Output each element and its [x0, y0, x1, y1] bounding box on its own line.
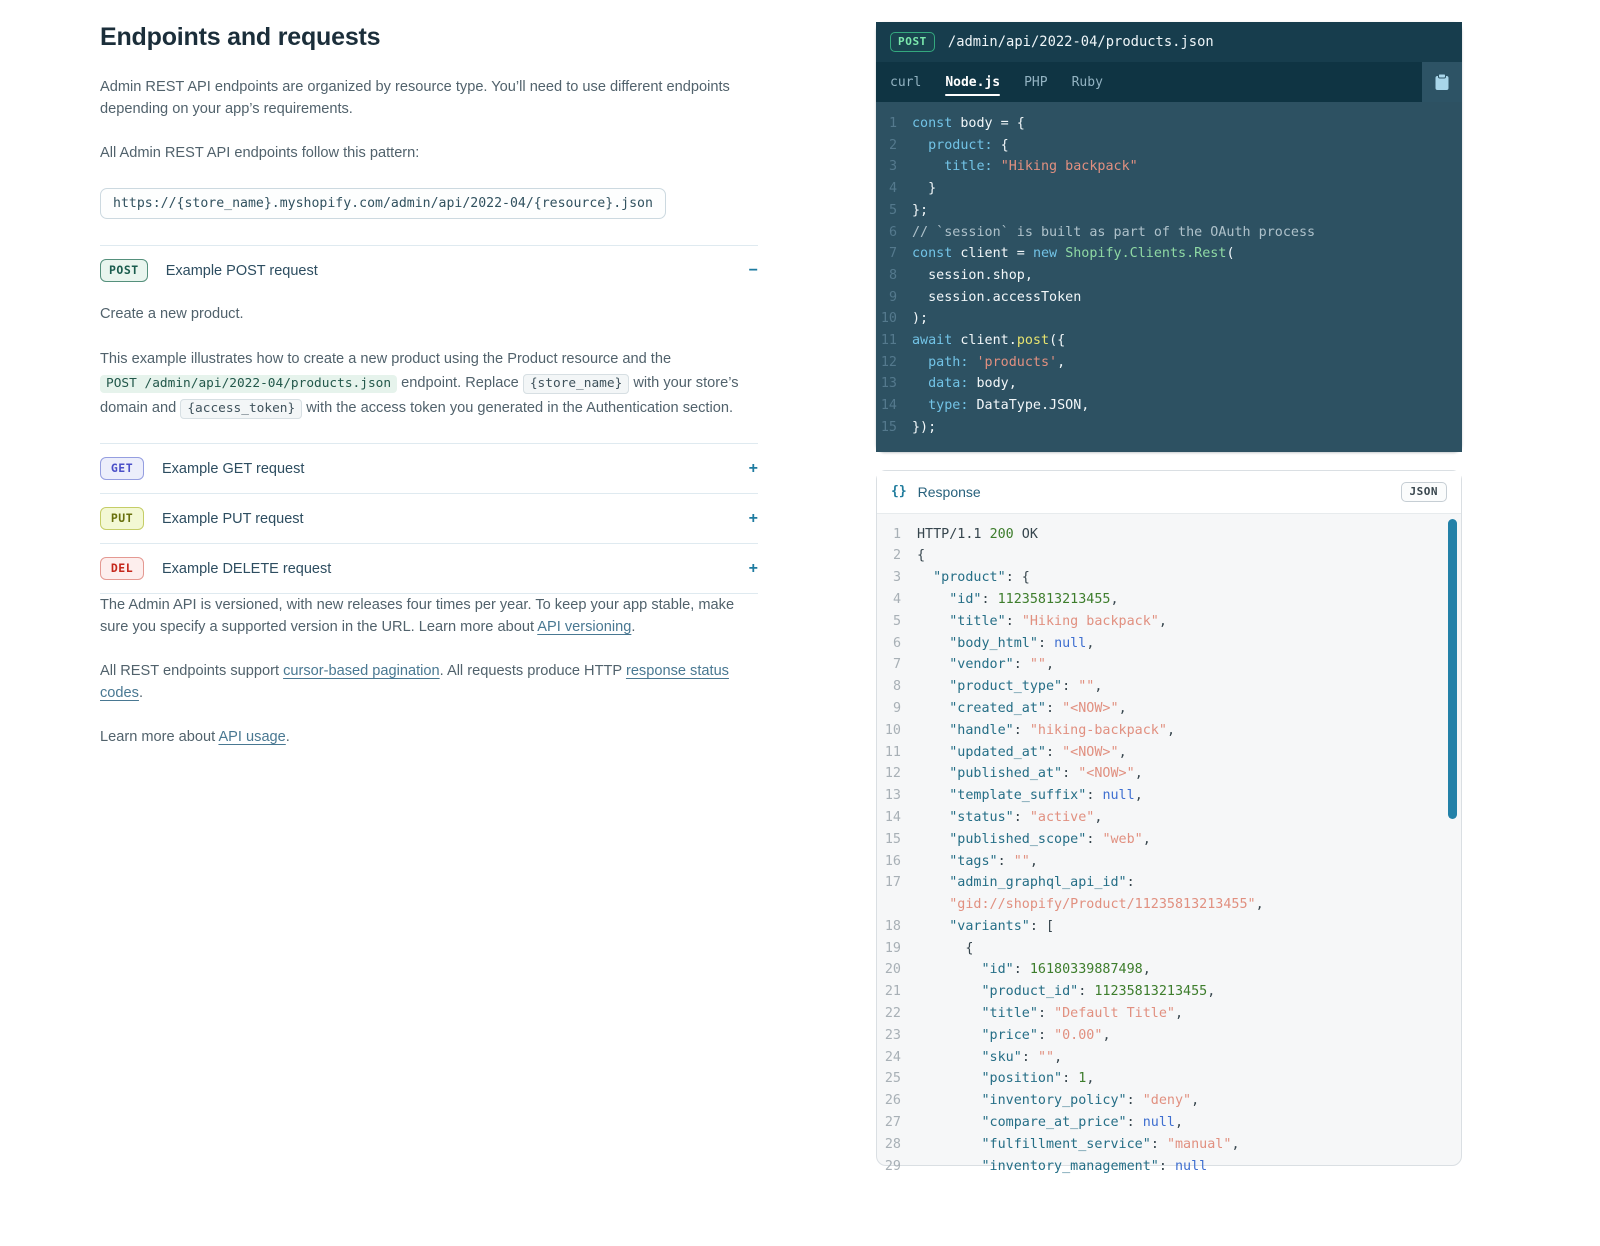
method-badge-delete: DEL	[100, 557, 144, 580]
code-text: "vendor": "",	[949, 657, 1055, 673]
cursor-pagination-link[interactable]: cursor-based pagination	[283, 663, 440, 679]
code-line	[877, 894, 1461, 916]
code-line	[877, 654, 1461, 676]
code-line	[877, 633, 1461, 655]
line-number: 10	[884, 722, 901, 738]
code-line	[876, 287, 1462, 309]
code-examples-column	[876, 22, 1462, 1174]
code-text: "product_type": "",	[949, 679, 1103, 695]
line-number: 19	[884, 940, 901, 956]
code-text: // `session` is built as part of the OAuth process	[912, 224, 1316, 240]
line-number	[877, 894, 917, 916]
post-description	[100, 347, 758, 421]
line-number: 7	[892, 657, 901, 673]
tab-nodejs[interactable]: Node.js	[945, 62, 1000, 102]
line-number: 23	[884, 1027, 901, 1043]
line-number: 16	[884, 853, 901, 869]
braces-icon: {}	[891, 484, 907, 500]
inline-code-store-name-chip: {store_name}	[523, 374, 629, 394]
line-number: 27	[884, 1115, 901, 1131]
request-code-block	[876, 102, 1462, 452]
code-line	[877, 1003, 1461, 1025]
copy-button[interactable]	[1422, 62, 1462, 102]
code-text: data: body,	[928, 376, 1017, 392]
line-number: 10	[880, 311, 897, 327]
code-text: "sku": "",	[981, 1049, 1063, 1065]
code-text: "price": "0.00",	[981, 1027, 1111, 1043]
code-text: "updated_at": "<NOW>",	[949, 744, 1127, 760]
line-number: 14	[880, 398, 897, 414]
expand-icon[interactable]: +	[748, 559, 758, 577]
page-title: Endpoints and requests	[100, 23, 381, 51]
code-text: product: {	[928, 137, 1009, 153]
post-desc-text: endpoint. Replace	[397, 375, 523, 391]
code-text: });	[912, 419, 937, 435]
tab-ruby[interactable]: Ruby	[1071, 74, 1103, 90]
paragraph-text: . All requests produce HTTP	[439, 663, 626, 679]
line-number: 5	[892, 613, 901, 629]
expand-icon[interactable]: +	[748, 459, 758, 477]
collapse-icon[interactable]: −	[748, 261, 758, 279]
line-number: 9	[888, 289, 897, 305]
line-number: 8	[888, 267, 897, 283]
line-number: 1	[892, 526, 901, 542]
code-line	[877, 720, 1461, 742]
article-column	[100, 22, 758, 770]
code-line	[877, 829, 1461, 851]
code-text: "published_at": "<NOW>",	[949, 766, 1143, 782]
post-desc-text: with the access token you generated in the Authentication section.	[302, 400, 733, 416]
line-number: 4	[888, 181, 897, 197]
json-format-badge: JSON	[1401, 482, 1448, 502]
code-text: }	[912, 181, 937, 197]
code-text: {	[917, 940, 974, 956]
code-text: HTTP/1.1 200 OK	[917, 526, 1038, 542]
api-versioning-link[interactable]: API versioning	[537, 619, 632, 635]
language-tabs	[876, 62, 1462, 102]
code-line	[877, 567, 1461, 589]
line-number: 25	[884, 1071, 901, 1087]
code-line	[877, 545, 1461, 567]
line-number: 20	[884, 962, 901, 978]
method-badge-put: PUT	[100, 507, 144, 530]
line-number: 9	[892, 700, 901, 716]
inline-code-access-token-chip: {access_token}	[180, 399, 302, 419]
code-text: path: 'products',	[928, 354, 1066, 370]
code-line	[877, 1025, 1461, 1047]
inline-code-endpoint-chip: POST /admin/api/2022-04/products.json	[100, 375, 397, 393]
response-panel-header	[877, 471, 1461, 514]
line-number: 2	[888, 137, 897, 153]
code-text: "gid://shopify/Product/11235813213455",	[949, 897, 1264, 913]
response-panel	[876, 470, 1462, 1174]
accordion-row-delete[interactable]	[100, 544, 758, 593]
line-number: 3	[888, 159, 897, 175]
response-title: Response	[917, 483, 981, 500]
code-line	[877, 611, 1461, 633]
line-number: 17	[884, 875, 901, 891]
code-line	[877, 524, 1461, 546]
method-badge-get: GET	[100, 457, 144, 480]
endpoint-path: /admin/api/2022-04/products.json	[947, 34, 1214, 50]
code-line	[876, 265, 1462, 287]
line-number: 3	[892, 570, 901, 586]
endpoint-pattern: https://{store_name}.myshopify.com/admin/api/2022-04/{resource}.json	[100, 188, 666, 219]
code-text: "created_at": "<NOW>",	[949, 700, 1127, 716]
code-text: "fulfillment_service": "manual",	[981, 1136, 1240, 1152]
code-text: type: DataType.JSON,	[928, 398, 1090, 414]
code-line	[877, 785, 1461, 807]
api-usage-paragraph	[100, 726, 758, 748]
paragraph-text: Learn more about	[100, 729, 219, 745]
code-line	[876, 373, 1462, 395]
code-text: "product": {	[933, 570, 1030, 586]
code-line	[877, 807, 1461, 829]
code-line	[877, 742, 1461, 764]
response-scrollbar[interactable]	[1448, 519, 1457, 819]
code-text: "tags": "",	[949, 853, 1038, 869]
code-line	[876, 417, 1462, 439]
code-text: "admin_graphql_api_id":	[949, 875, 1135, 891]
code-text: };	[912, 202, 929, 218]
code-text: "title": "Hiking backpack",	[949, 613, 1167, 629]
line-number: 2	[892, 548, 901, 564]
code-text: "position": 1,	[981, 1071, 1095, 1087]
code-text: "published_scope": "web",	[949, 831, 1151, 847]
accordion-row-post[interactable]	[100, 246, 758, 295]
post-lead: Create a new product.	[100, 306, 244, 322]
line-number: 15	[880, 419, 897, 435]
clipboard-icon	[1434, 73, 1450, 91]
line-number: 5	[888, 202, 897, 218]
method-badge-post: POST	[100, 259, 148, 282]
code-text: {	[917, 548, 926, 564]
post-desc-text: This example illustrates how to create a new product using the Product resource and the	[100, 351, 672, 367]
line-number: 6	[892, 635, 901, 651]
code-line	[876, 178, 1462, 200]
code-text: "body_html": null,	[949, 635, 1095, 651]
post-section-body	[100, 295, 758, 421]
line-number: 12	[880, 354, 897, 370]
versioning-paragraph	[100, 594, 758, 638]
code-line	[876, 243, 1462, 265]
code-text: "template_suffix": null,	[949, 788, 1143, 804]
line-number: 26	[884, 1093, 901, 1109]
line-number: 4	[892, 591, 901, 607]
code-line	[877, 1090, 1461, 1112]
paragraph-text: All REST endpoints support	[100, 663, 284, 679]
code-text: "variants": [	[949, 918, 1055, 934]
code-line	[877, 959, 1461, 981]
accordion-title-put: Example PUT request	[162, 510, 304, 527]
accordion-row-put[interactable]	[100, 494, 758, 543]
code-line	[876, 113, 1462, 135]
code-text: "compare_at_price": null,	[981, 1115, 1184, 1131]
request-panel-header	[876, 22, 1462, 62]
line-number: 8	[892, 679, 901, 695]
code-line	[876, 308, 1462, 330]
line-number: 7	[888, 246, 897, 262]
code-line	[877, 1068, 1461, 1090]
post-desc-text: with your store’s domain and	[100, 375, 739, 416]
expand-icon[interactable]: +	[748, 509, 758, 527]
line-number: 22	[884, 1006, 901, 1022]
line-number: 13	[880, 376, 897, 392]
line-number: 18	[884, 918, 901, 934]
accordion-row-get[interactable]	[100, 444, 758, 493]
code-line	[876, 395, 1462, 417]
method-badge: POST	[890, 32, 935, 52]
code-text: );	[912, 311, 929, 327]
code-line	[877, 589, 1461, 611]
code-line	[877, 938, 1461, 960]
line-number: 11	[884, 744, 901, 760]
line-number: 11	[880, 333, 897, 349]
code-line	[876, 200, 1462, 222]
code-text: session.accessToken	[912, 289, 1082, 305]
code-text: "inventory_management": null	[981, 1158, 1208, 1174]
code-line	[877, 1047, 1461, 1069]
code-line	[877, 763, 1461, 785]
code-line	[876, 156, 1462, 178]
accordion-title-delete: Example DELETE request	[162, 560, 332, 577]
code-line	[877, 676, 1461, 698]
code-text: "handle": "hiking-backpack",	[949, 722, 1175, 738]
code-text: "inventory_policy": "deny",	[981, 1093, 1200, 1109]
code-line	[877, 851, 1461, 873]
line-number: 13	[884, 788, 901, 804]
code-text: title: "Hiking backpack"	[944, 159, 1138, 175]
line-number: 1	[888, 116, 897, 131]
code-text: session.shop,	[912, 267, 1033, 283]
line-number: 14	[884, 809, 901, 825]
response-status-codes-link[interactable]: response status codes	[100, 663, 729, 701]
line-number: 28	[884, 1136, 901, 1152]
line-number: 6	[888, 224, 897, 240]
code-line	[876, 222, 1462, 244]
api-usage-link[interactable]: API usage	[218, 729, 286, 745]
line-number: 21	[884, 984, 901, 1000]
code-line	[877, 981, 1461, 1003]
pattern-caption: All Admin REST API endpoints follow this pattern:	[100, 145, 420, 161]
paragraph-text: .	[138, 685, 144, 701]
intro-paragraph: Admin REST API endpoints are organized by resource type. You’ll need to use different endpoints depending on your app’s requirements.	[100, 79, 730, 117]
tab-curl[interactable]: curl	[890, 74, 922, 90]
tab-php[interactable]: PHP	[1024, 74, 1048, 90]
code-line	[876, 135, 1462, 157]
code-text: const body = {	[912, 116, 1025, 131]
accordion-title-get: Example GET request	[162, 460, 305, 477]
accordion-title-post: Example POST request	[165, 262, 318, 279]
code-line	[877, 872, 1461, 894]
code-line	[877, 1156, 1461, 1178]
paragraph-text: .	[631, 619, 636, 635]
code-text: "product_id": 11235813213455,	[981, 984, 1216, 1000]
paragraph-text: .	[285, 729, 290, 745]
code-text: "id": 11235813213455,	[949, 591, 1119, 607]
code-text: "status": "active",	[949, 809, 1103, 825]
code-text: "title": "Default Title",	[981, 1006, 1184, 1022]
pagination-paragraph	[100, 660, 758, 704]
code-text: const client = new Shopify.Clients.Rest(	[912, 246, 1235, 262]
code-line	[877, 916, 1461, 938]
code-line	[877, 1134, 1461, 1156]
line-number: 12	[884, 766, 901, 782]
code-line	[877, 698, 1461, 720]
code-text: await client.post({	[912, 333, 1066, 349]
line-number: 15	[884, 831, 901, 847]
paragraph-text: The Admin API is versioned, with new releases four times per year. To keep your app stable, make sure you specify a supported version in the URL. Learn more about	[100, 597, 735, 635]
code-text: "id": 16180339887498,	[981, 962, 1151, 978]
code-line	[876, 352, 1462, 374]
request-panel	[876, 22, 1462, 452]
line-number: 29	[884, 1158, 901, 1174]
response-code-block	[877, 514, 1461, 1178]
code-line	[876, 330, 1462, 352]
line-number: 24	[884, 1049, 901, 1065]
code-line	[877, 1112, 1461, 1134]
